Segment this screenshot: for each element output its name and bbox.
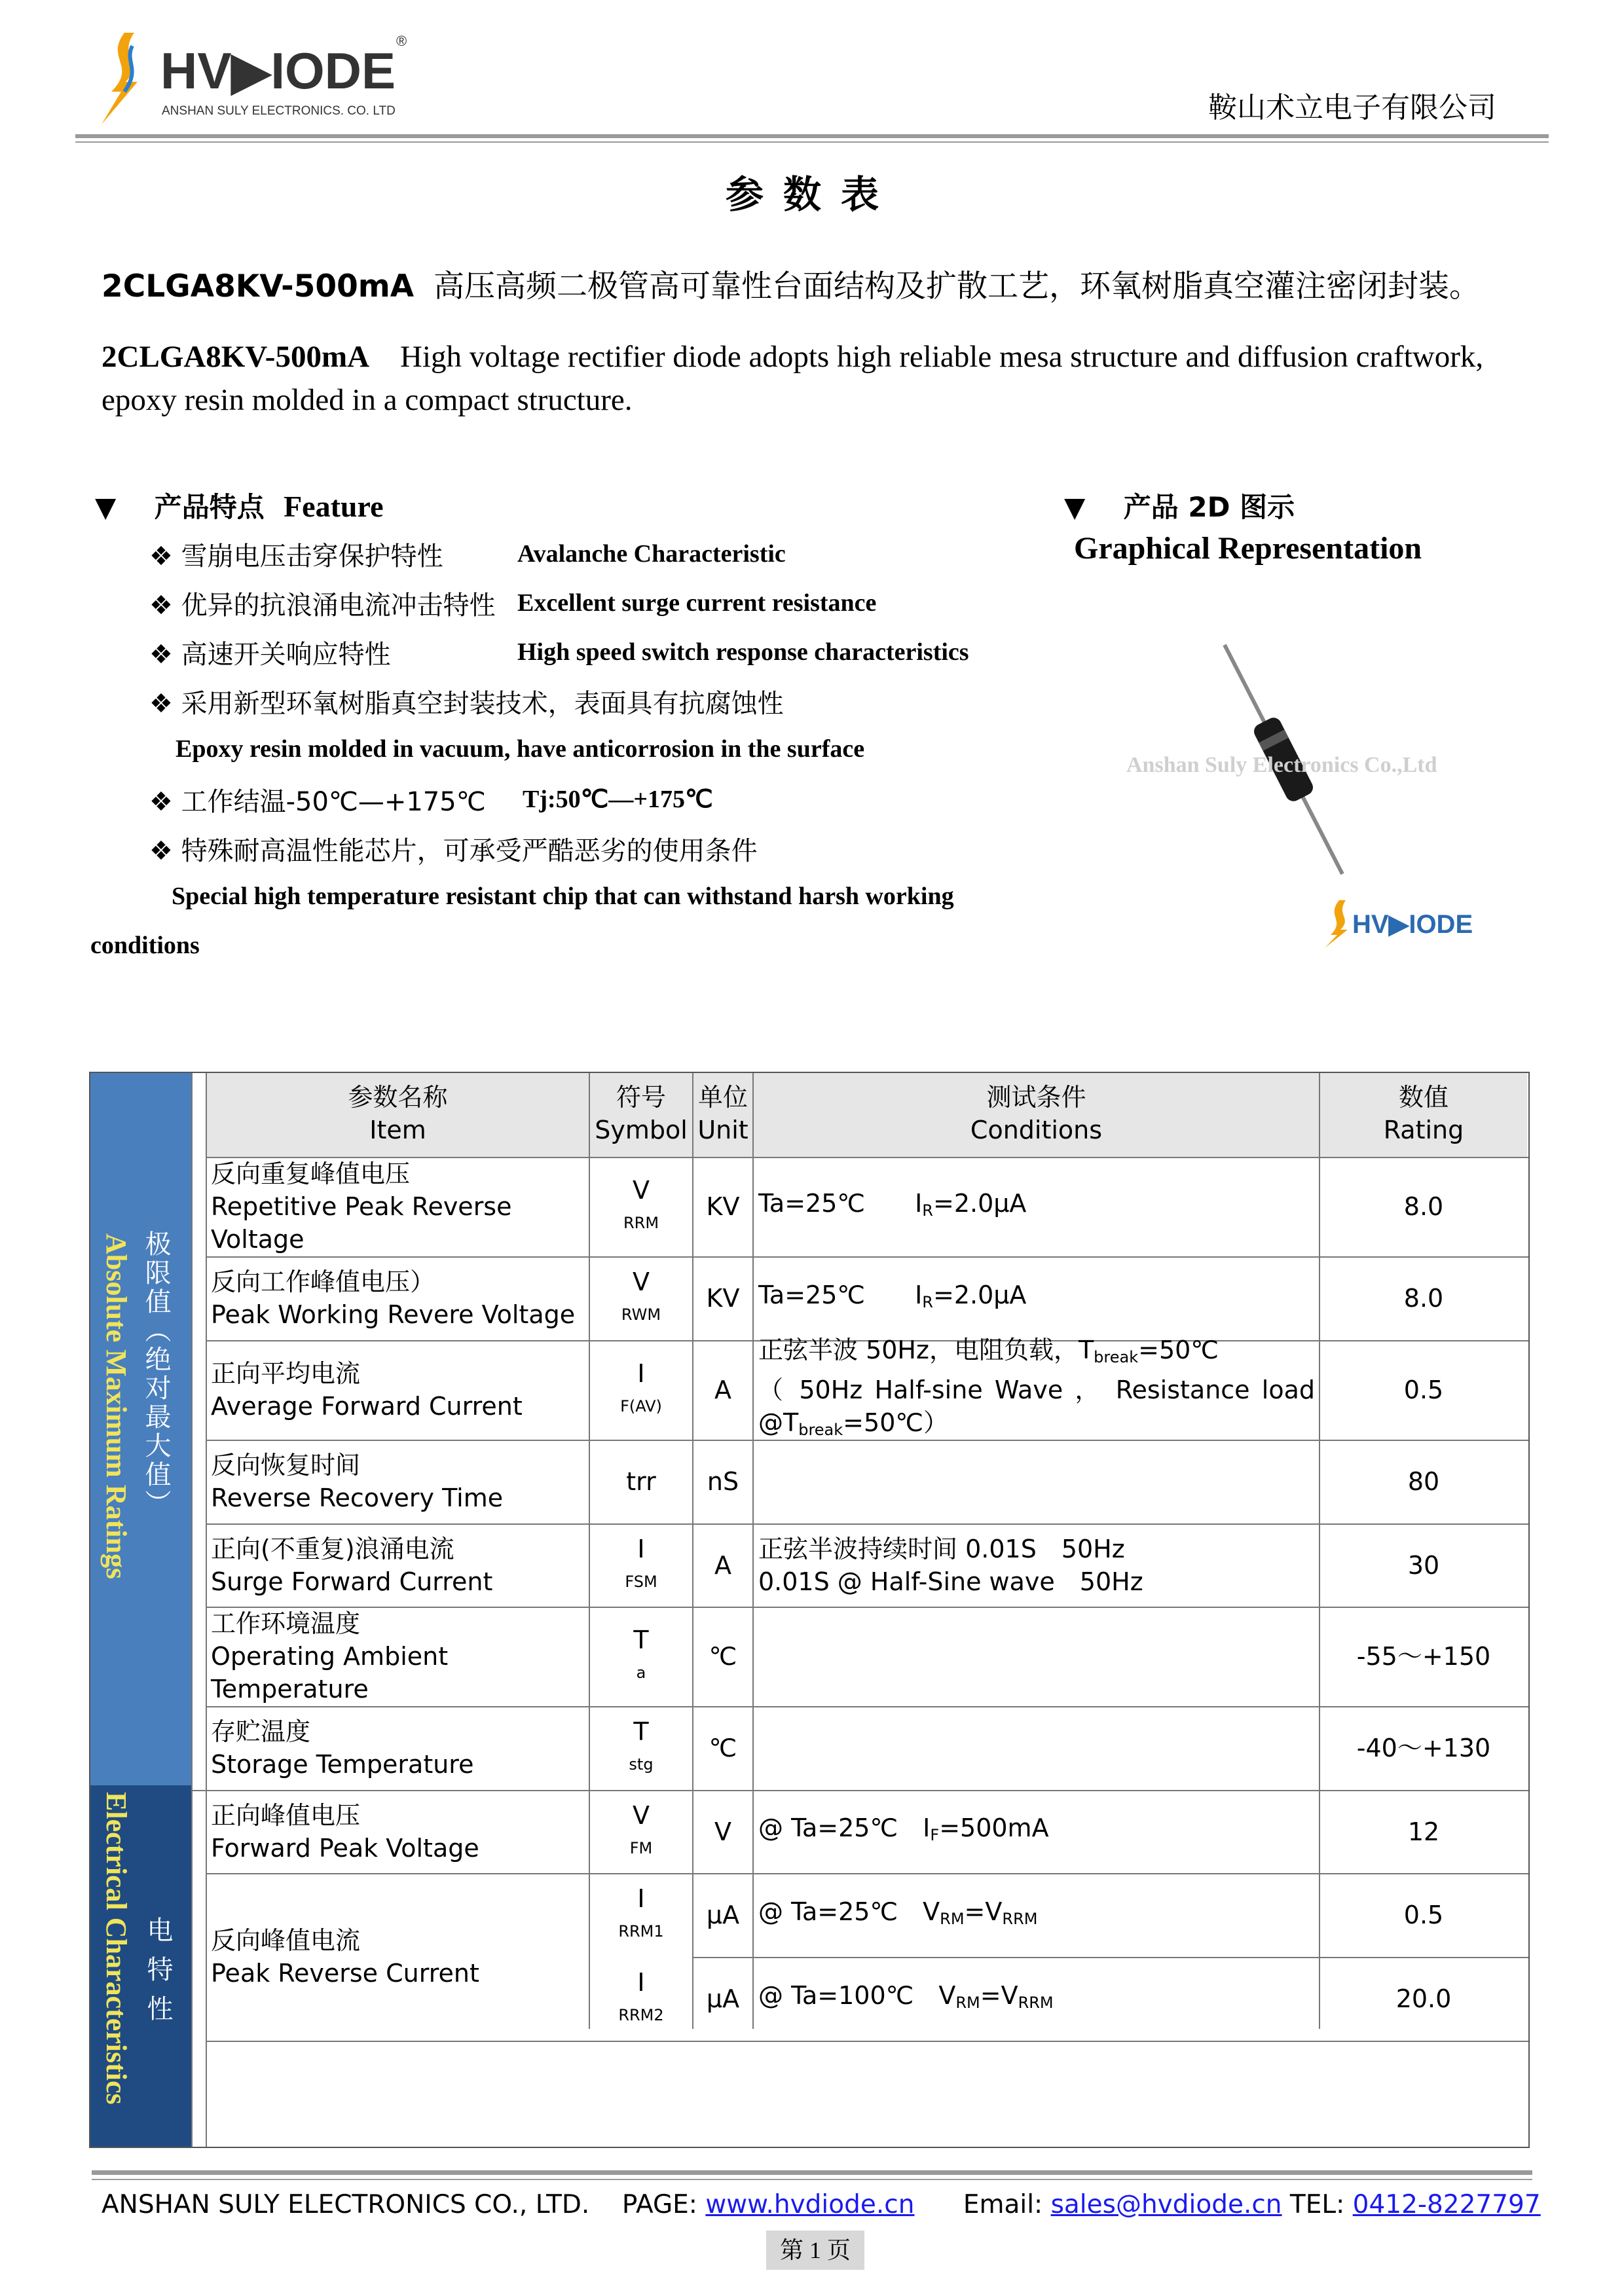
feature-cn: ❖ 特殊耐高温性能芯片，可承受严酷恶劣的使用条件 — [149, 836, 758, 866]
param-condition: @ Ta=100℃ $V_{RM}=V_{RRM}$ — [758, 1980, 1054, 2012]
feature-heading-en: Feature — [284, 490, 384, 523]
feature-item — [149, 536, 443, 573]
feature-en: Epoxy resin molded in vacuum, have anticorrosion in the surface — [175, 735, 865, 763]
param-condition: @ Ta=25℃ $V_{RM}=V_{RRM}$ — [758, 1897, 1038, 1928]
param-item-en: Repetitive Peak Reverse Voltage — [211, 1192, 512, 1254]
footer-website-link[interactable]: www.hvdiode.cn — [705, 2190, 915, 2219]
param-rating: 8.0 — [1403, 1284, 1444, 1313]
side-band-el — [90, 1785, 191, 2147]
feature-en-cont: conditions — [90, 932, 200, 959]
company-logo — [98, 26, 426, 131]
graphic-heading: ▼ 产品 2D 图示 — [1064, 491, 1295, 523]
param-unit: KV — [706, 1284, 740, 1313]
footer — [101, 2190, 1541, 2219]
param-unit: μA — [706, 1901, 740, 1929]
param-condition: 正弦半波持续时间 0.01S 50Hz 0.01S @ Half-Sine wave 50Hz — [758, 1534, 1143, 1596]
feature-item — [149, 683, 784, 720]
header-divider — [75, 134, 1549, 138]
footer-tel-link[interactable]: 0412-8227797 — [1352, 2190, 1541, 2219]
param-condition: Ta=25℃ $I_R=2.0\mu A$ — [758, 1280, 1027, 1311]
param-rating: 30 — [1407, 1550, 1440, 1580]
feature-item — [149, 781, 486, 818]
param-symbol: T a — [633, 1626, 649, 1682]
param-item — [211, 1706, 587, 1790]
param-item — [211, 1607, 587, 1706]
param-symbol: I RRM1 — [618, 1884, 664, 1941]
feature-cn: ❖ 采用新型环氧树脂真空封装技术，表面具有抗腐蚀性 — [149, 689, 784, 719]
feature-item-en — [517, 538, 786, 568]
graphic-logo-text: HV▶IODE — [1352, 910, 1473, 939]
header-item: 参数名称 Item — [348, 1083, 448, 1144]
param-condition — [758, 1607, 1315, 1706]
page-title: 参数表 — [725, 172, 898, 217]
feature-item-en — [517, 587, 876, 617]
feature-item — [149, 830, 758, 867]
param-unit: A — [714, 1550, 731, 1580]
footer-divider — [92, 2170, 1532, 2175]
param-symbol: I FSM — [625, 1534, 657, 1591]
brand-text: HV▶IODE — [160, 42, 396, 100]
param-symbol: V RRM — [623, 1176, 659, 1232]
feature-item-en — [523, 784, 713, 814]
footer-email-label: Email: — [963, 2190, 1043, 2219]
param-item — [211, 1873, 587, 2041]
param-item-en: Forward Peak Voltage — [211, 1833, 479, 1863]
graphic-subheading: Graphical Representation — [1074, 531, 1422, 566]
feature-cn: ❖ 优异的抗浪涌电流冲击特性 — [149, 591, 496, 621]
feature-cn: ❖ 高速开关响应特性 — [149, 640, 391, 670]
feature-en: Special high temperature resistant chip that can withstand harsh working — [172, 883, 954, 910]
param-condition — [758, 1706, 1315, 1790]
param-symbol: V FM — [629, 1800, 653, 1857]
watermark: Anshan Suly Electronics Co.,Ltd — [1126, 753, 1437, 777]
param-unit: V — [714, 1817, 731, 1846]
feature-en: Avalanche Characteristic — [517, 540, 786, 568]
param-condition: Ta=25℃ $I_R=2.0\mu A$ — [758, 1188, 1027, 1220]
param-unit: nS — [707, 1467, 739, 1496]
side-label-el-en: Electrical Characteristics — [100, 1792, 132, 2105]
intro-cn-desc: 高压高频二极管高可靠性台面结构及扩散工艺，环氧树脂真空灌注密闭封装。 — [434, 268, 1481, 304]
param-item — [211, 1256, 587, 1340]
param-item-en: Peak Working Revere Voltage — [211, 1300, 576, 1329]
param-unit: A — [714, 1376, 731, 1404]
footer-tel-label: TEL: — [1289, 2190, 1345, 2219]
param-item-cn: 反向峰值电流 — [211, 1926, 361, 1955]
feature-cn: ❖ 工作结温-50℃—+175℃ — [149, 787, 486, 817]
footer-divider-thin — [92, 2179, 1532, 2180]
graphic-heading-cn: 产品 2D 图示 — [1123, 491, 1295, 523]
footer-company: ANSHAN SULY ELECTRONICS CO., LTD. — [101, 2190, 590, 2219]
param-symbol: T stg — [629, 1717, 654, 1774]
feature-en: Tj:50℃—+175℃ — [523, 786, 713, 813]
header-divider-thin — [75, 141, 1549, 143]
param-item — [211, 1157, 587, 1256]
param-item — [211, 1340, 587, 1440]
param-item — [211, 1523, 587, 1607]
side-band-abs — [90, 1073, 191, 1785]
param-item-cn: 正向(不重复)浪涌电流 — [211, 1534, 454, 1563]
header-rating: 数值 Rating — [1383, 1083, 1464, 1144]
param-unit: KV — [706, 1192, 740, 1221]
page-number: 第 1 页 — [766, 2231, 864, 2270]
parameter-table — [89, 1072, 1530, 2148]
param-rating: -40～+130 — [1356, 1734, 1491, 1762]
param-rating: 12 — [1407, 1817, 1440, 1846]
feature-cn: ❖ 雪崩电压击穿保护特性 — [149, 541, 443, 572]
param-unit: μA — [706, 1984, 740, 2013]
param-symbol: I RRM2 — [618, 1968, 664, 2024]
param-item-en: Reverse Recovery Time — [211, 1484, 504, 1512]
side-label-abs-en: Absolute Maximum Ratings — [100, 1233, 132, 1580]
feature-heading-cn: 产品特点 — [154, 491, 265, 523]
param-unit: ℃ — [709, 1734, 737, 1762]
param-item — [211, 1440, 587, 1523]
param-item-en: Storage Temperature — [211, 1750, 474, 1779]
intro-cn — [101, 262, 1480, 306]
feature-item — [149, 585, 496, 622]
param-item — [211, 1790, 587, 1873]
param-rating: 20.0 — [1395, 1984, 1452, 2013]
svg-text:®: ® — [396, 33, 407, 49]
param-item-cn: 工作环境温度 — [211, 1609, 361, 1638]
header-symbol: 符号 Symbol — [595, 1083, 688, 1144]
param-rating: 0.5 — [1403, 1901, 1444, 1929]
footer-email-link[interactable]: sales@hvdiode.cn — [1050, 2190, 1282, 2219]
side-label-abs-cn: 极限值（绝对最大值） — [141, 1230, 171, 1518]
param-item-cn: 存贮温度 — [211, 1717, 311, 1746]
param-symbol: V RWM — [621, 1267, 661, 1324]
param-item-en: Average Forward Current — [211, 1392, 523, 1421]
feature-heading: ▼ 产品特点 Feature — [95, 490, 384, 523]
param-unit: ℃ — [709, 1642, 737, 1671]
param-item-cn: 反向重复峰值电压 — [211, 1159, 411, 1188]
param-rating: 80 — [1407, 1467, 1440, 1496]
param-condition: @ Ta=25℃ $I_F=500mA$ — [758, 1813, 1049, 1844]
param-rating: 8.0 — [1403, 1192, 1444, 1221]
param-symbol: trr — [626, 1467, 656, 1496]
feature-item-en — [517, 636, 969, 666]
param-condition — [758, 1440, 1315, 1523]
company-name-cn: 鞍山术立电子有限公司 — [1208, 91, 1496, 124]
param-rating: 0.5 — [1403, 1376, 1444, 1404]
param-item-cn: 正向平均电流 — [211, 1359, 361, 1388]
param-rating: -55～+150 — [1356, 1642, 1491, 1671]
header-conditions: 测试条件 Conditions — [970, 1083, 1103, 1144]
model-name: 2CLGA8KV-500mA — [101, 268, 415, 304]
param-condition: 正弦半波 50Hz，电阻负载，$T_{break}=50℃$ （ 50Hz Half-sine Wave ， Resistance load $@T_{break}=50℃$） — [758, 1336, 1315, 1439]
band-divider — [191, 1790, 206, 1791]
feature-en: High speed switch response characteristics — [517, 638, 969, 666]
param-item-cn: 反向工作峰值电压） — [211, 1267, 435, 1296]
param-symbol: I F(AV) — [620, 1359, 662, 1415]
feature-item — [149, 634, 391, 671]
intro-en-desc: High voltage rectifier diode adopts high reliable mesa structure and diffusion craftwork, epoxy resin molded in a compact structure. — [101, 340, 1484, 417]
row-divider — [206, 2041, 1528, 2042]
feature-en: Excellent surge current resistance — [517, 589, 877, 617]
graphic-logo — [1323, 897, 1486, 949]
param-item-en: Surge Forward Current — [211, 1567, 493, 1596]
side-label-el-cn: 电特性 — [143, 1916, 173, 2034]
brand-subtext: ANSHAN SULY ELECTRONICS. CO. LTD — [162, 104, 396, 118]
param-item-cn: 正向峰值电压 — [211, 1800, 361, 1830]
param-item-cn: 反向恢复时间 — [211, 1451, 361, 1480]
footer-page-label: PAGE: — [621, 2190, 697, 2219]
intro-en — [101, 335, 1562, 422]
header-unit: 单位 Unit — [697, 1083, 748, 1144]
param-item-en: Peak Reverse Current — [211, 1959, 479, 1988]
param-item-en: Operating Ambient Temperature — [211, 1642, 449, 1704]
model-name-en: 2CLGA8KV-500mA — [101, 340, 370, 374]
